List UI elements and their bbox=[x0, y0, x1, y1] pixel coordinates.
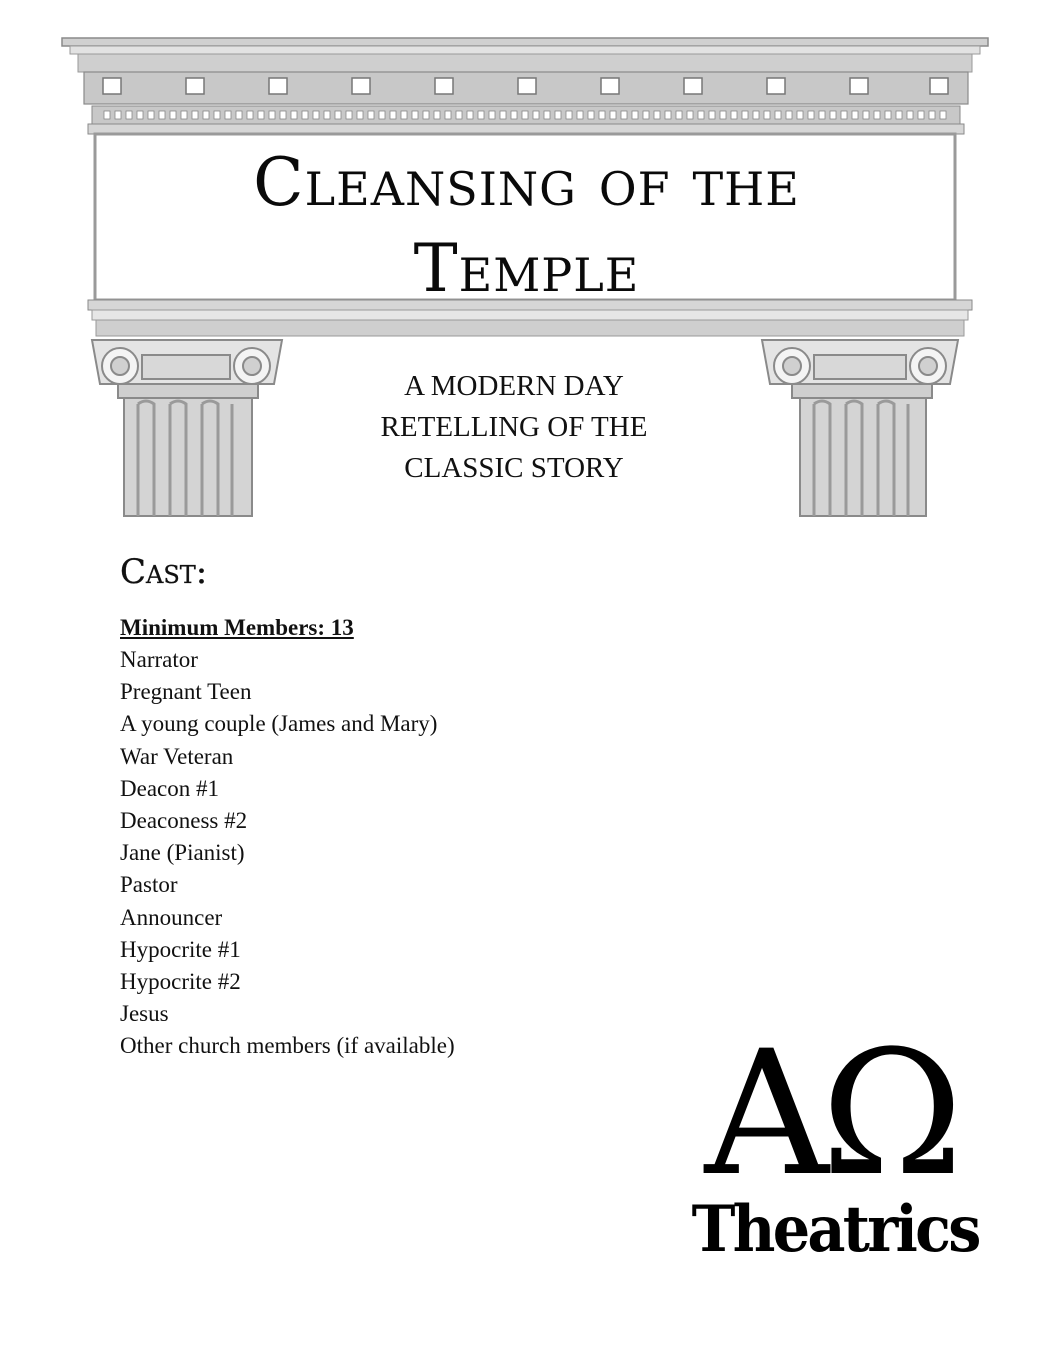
cast-member: Jesus bbox=[120, 1001, 169, 1027]
subtitle-line-2: RETELLING OF THE bbox=[380, 411, 648, 443]
cast-member: War Veteran bbox=[120, 743, 234, 769]
cast-member: A young couple (James and Mary) bbox=[120, 711, 438, 737]
alpha-omega-theatrics-logo bbox=[680, 1013, 980, 1270]
logo-letters: AΩ bbox=[704, 1013, 956, 1214]
cast-member: Deaconess #2 bbox=[120, 808, 248, 834]
cast-member: Deacon #1 bbox=[120, 775, 219, 801]
cast-member: Pregnant Teen bbox=[120, 679, 252, 705]
subtitle-line-1: A MODERN DAY bbox=[404, 370, 624, 402]
cast-heading: Cast: bbox=[120, 552, 208, 592]
cast-member: Other church members (if available) bbox=[120, 1033, 455, 1059]
cast-member: Announcer bbox=[120, 904, 223, 930]
cast-member: Hypocrite #2 bbox=[120, 969, 241, 995]
logo-wordmark: Theatrics bbox=[691, 1192, 979, 1267]
title-line-1: Cleansing of the bbox=[253, 144, 800, 221]
play-title bbox=[98, 140, 955, 312]
cast-member: Narrator bbox=[120, 647, 198, 672]
cast-member: Jane (Pianist) bbox=[120, 840, 245, 866]
subtitle-line-3: CLASSIC STORY bbox=[404, 452, 624, 484]
cast-section bbox=[120, 612, 455, 1063]
minimum-members-label: Minimum Members: 13 bbox=[120, 615, 354, 640]
cast-member: Hypocrite #1 bbox=[120, 936, 241, 962]
cast-member: Pastor bbox=[120, 872, 178, 898]
play-subtitle bbox=[314, 366, 714, 489]
cast-list bbox=[120, 644, 455, 1063]
title-line-2: Temple bbox=[413, 230, 640, 307]
